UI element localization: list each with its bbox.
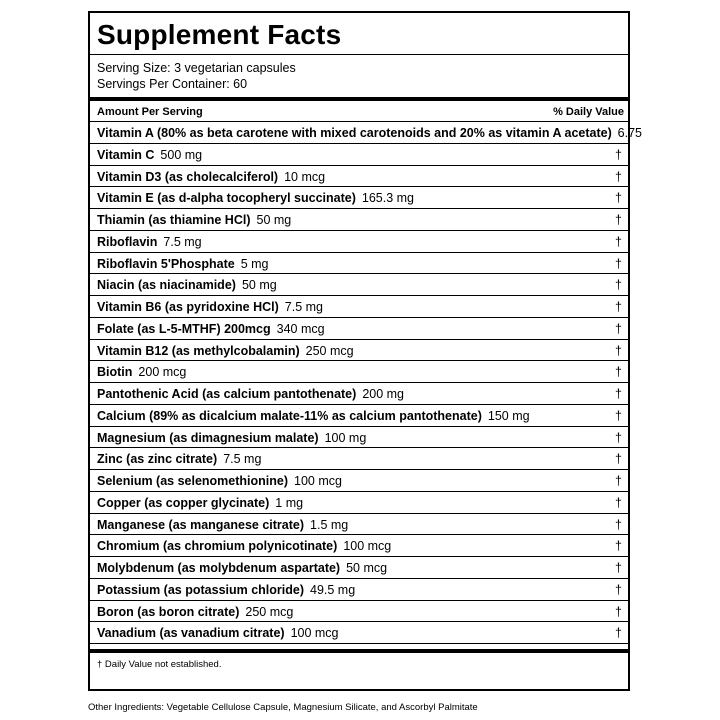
daily-value: † (615, 452, 622, 467)
nutrient-label: Riboflavin 5'Phosphate (97, 256, 235, 271)
nutrient-label: Copper (as copper glycinate) (97, 495, 270, 510)
table-row (90, 166, 628, 188)
table-row (90, 383, 628, 405)
servings-per-container: Servings Per Container: 60 (97, 77, 248, 91)
nutrient-name (97, 626, 339, 640)
nutrient-label: Calcium (89% as dicalcium malate-11% as calcium pantothenate) (97, 408, 482, 423)
nutrient-label: Manganese (as manganese citrate) (97, 517, 305, 532)
nutrient-name (97, 496, 303, 510)
nutrient-amount: 340 mcg (276, 321, 325, 336)
nutrient-amount: 50 mg (256, 213, 292, 227)
thick-divider (90, 649, 628, 653)
table-row (90, 187, 628, 209)
daily-value: † (615, 626, 622, 641)
daily-value: † (615, 169, 622, 184)
daily-value: † (615, 604, 622, 619)
nutrient-name (97, 235, 202, 249)
nutrient-name (97, 452, 261, 466)
nutrient-name (97, 148, 202, 162)
nutrient-amount: 1 mg (275, 495, 304, 510)
nutrient-label: Selenium (as selenomethionine) (97, 474, 289, 488)
nutrient-label: Boron (as boron citrate) (97, 604, 240, 619)
supplement-facts-panel (88, 11, 642, 691)
nutrient-label: Riboflavin (97, 234, 158, 249)
nutrient-name (97, 257, 269, 271)
nutrient-amount: 100 mg (324, 430, 367, 445)
nutrient-label: Vitamin C (97, 147, 155, 162)
daily-value: † (615, 321, 622, 336)
table-row (90, 340, 628, 362)
nutrient-amount: 165.3 mg (361, 191, 414, 206)
daily-value: 6.75 (617, 126, 642, 140)
table-row (90, 296, 628, 318)
nutrient-name (97, 409, 530, 423)
table-row (90, 601, 628, 623)
table-row (90, 427, 628, 449)
nutrient-amount: 5 mg (240, 256, 269, 271)
nutrient-name (97, 474, 342, 488)
thick-divider (90, 97, 628, 101)
table-row (90, 492, 628, 514)
table-row (90, 535, 628, 557)
table-header (97, 106, 624, 118)
nutrient-label: Vanadium (as vanadium citrate) (97, 626, 285, 641)
table-row (90, 144, 628, 166)
table-row (90, 470, 628, 492)
nutrient-label: Potassium (as potassium chloride) (97, 582, 304, 597)
daily-value: † (615, 517, 622, 532)
dv-header: % Daily Value (553, 106, 624, 118)
nutrient-label: Folate (as L-5-MTHF) 200mcg (97, 321, 271, 336)
nutrient-label: Vitamin B6 (as pyridoxine HCl) (97, 300, 279, 314)
table-row (90, 318, 628, 340)
nutrient-amount: 7.5 mg (163, 234, 202, 249)
table-row (90, 557, 628, 579)
nutrient-name (97, 300, 323, 314)
nutrient-label: Pantothenic Acid (as calcium pantothenate) (97, 387, 357, 401)
nutrient-amount: 7.5 mg (284, 300, 323, 314)
nutrient-name (97, 344, 354, 358)
table-row (90, 361, 628, 383)
table-row (90, 622, 628, 644)
nutrient-name (97, 605, 293, 619)
nutrient-amount: 250 mcg (305, 343, 354, 358)
nutrient-name (97, 583, 355, 597)
daily-value: † (615, 213, 622, 227)
nutrient-label: Vitamin D3 (as cholecalciferol) (97, 169, 279, 184)
table-row (90, 231, 628, 253)
serving-info (97, 60, 296, 92)
footnote: † Daily Value not established. (97, 659, 222, 670)
daily-value: † (615, 539, 622, 554)
nutrient-amount: 250 mcg (245, 604, 294, 619)
nutrient-amount: 7.5 mg (223, 452, 262, 467)
daily-value: † (615, 278, 622, 293)
nutrient-amount: 500 mg (160, 147, 203, 162)
table-row (90, 405, 628, 427)
nutrient-name (97, 278, 277, 292)
daily-value: † (615, 300, 622, 314)
nutrient-amount: 200 mg (362, 387, 405, 401)
nutrient-name (97, 431, 366, 445)
amount-header: Amount Per Serving (97, 106, 203, 118)
nutrient-name (97, 539, 391, 553)
nutrient-name (97, 191, 414, 205)
daily-value: † (615, 256, 622, 271)
panel-title: Supplement Facts (97, 19, 342, 50)
divider (90, 54, 628, 55)
nutrient-label: Vitamin A (80% as beta carotene with mixed carotenoids and 20% as vitamin A acetate) (97, 126, 612, 140)
nutrient-amount: 150 mg (487, 408, 530, 423)
nutrient-label: Biotin (97, 365, 133, 380)
table-row (90, 253, 628, 275)
daily-value: † (615, 147, 622, 162)
nutrient-amount: 200 mcg (138, 365, 187, 380)
daily-value: † (615, 234, 622, 249)
nutrient-label: Molybdenum (as molybdenum aspartate) (97, 561, 341, 575)
nutrient-amount: 50 mcg (346, 561, 388, 575)
nutrient-amount: 10 mcg (284, 169, 326, 184)
nutrient-name (97, 518, 348, 532)
daily-value: † (615, 582, 622, 597)
nutrient-name (97, 365, 186, 379)
daily-value: † (615, 343, 622, 358)
table-row (90, 274, 628, 296)
nutrient-name (97, 387, 404, 401)
nutrient-amount: 1.5 mg (310, 517, 349, 532)
nutrient-name (97, 126, 618, 140)
daily-value: † (615, 495, 622, 510)
nutrient-table (90, 122, 642, 644)
daily-value: † (615, 408, 622, 423)
table-row (90, 448, 628, 470)
nutrient-amount: 100 mcg (294, 474, 342, 488)
nutrient-amount: 100 mcg (343, 539, 392, 554)
daily-value: † (615, 387, 622, 401)
nutrient-amount: 49.5 mg (310, 582, 356, 597)
nutrient-label: Niacin (as niacinamide) (97, 278, 236, 293)
daily-value: † (615, 191, 622, 206)
nutrient-label: Vitamin B12 (as methylcobalamin) (97, 343, 300, 358)
daily-value: † (615, 365, 622, 380)
table-row (90, 514, 628, 536)
nutrient-label: Thiamin (as thiamine HCl) (97, 213, 251, 227)
other-ingredients: Other Ingredients: Vegetable Cellulose Capsule, Magnesium Silicate, and Ascorbyl Palmitate (88, 702, 478, 713)
serving-size: Serving Size: 3 vegetarian capsules (97, 61, 296, 75)
nutrient-label: Chromium (as chromium polynicotinate) (97, 539, 338, 554)
nutrient-amount: 100 mcg (290, 626, 339, 641)
daily-value: † (615, 430, 622, 445)
nutrient-amount: 50 mg (241, 278, 277, 293)
table-row (90, 579, 628, 601)
nutrient-label: Magnesium (as dimagnesium malate) (97, 430, 319, 445)
daily-value: † (615, 474, 622, 488)
nutrient-name (97, 561, 387, 575)
table-row (90, 209, 628, 231)
nutrient-name (97, 322, 325, 336)
nutrient-name (97, 170, 325, 184)
daily-value: † (615, 561, 622, 575)
nutrient-name (97, 213, 291, 227)
table-row (90, 122, 642, 144)
nutrient-label: Zinc (as zinc citrate) (97, 452, 218, 467)
nutrient-label: Vitamin E (as d-alpha tocopheryl succinate) (97, 191, 356, 206)
